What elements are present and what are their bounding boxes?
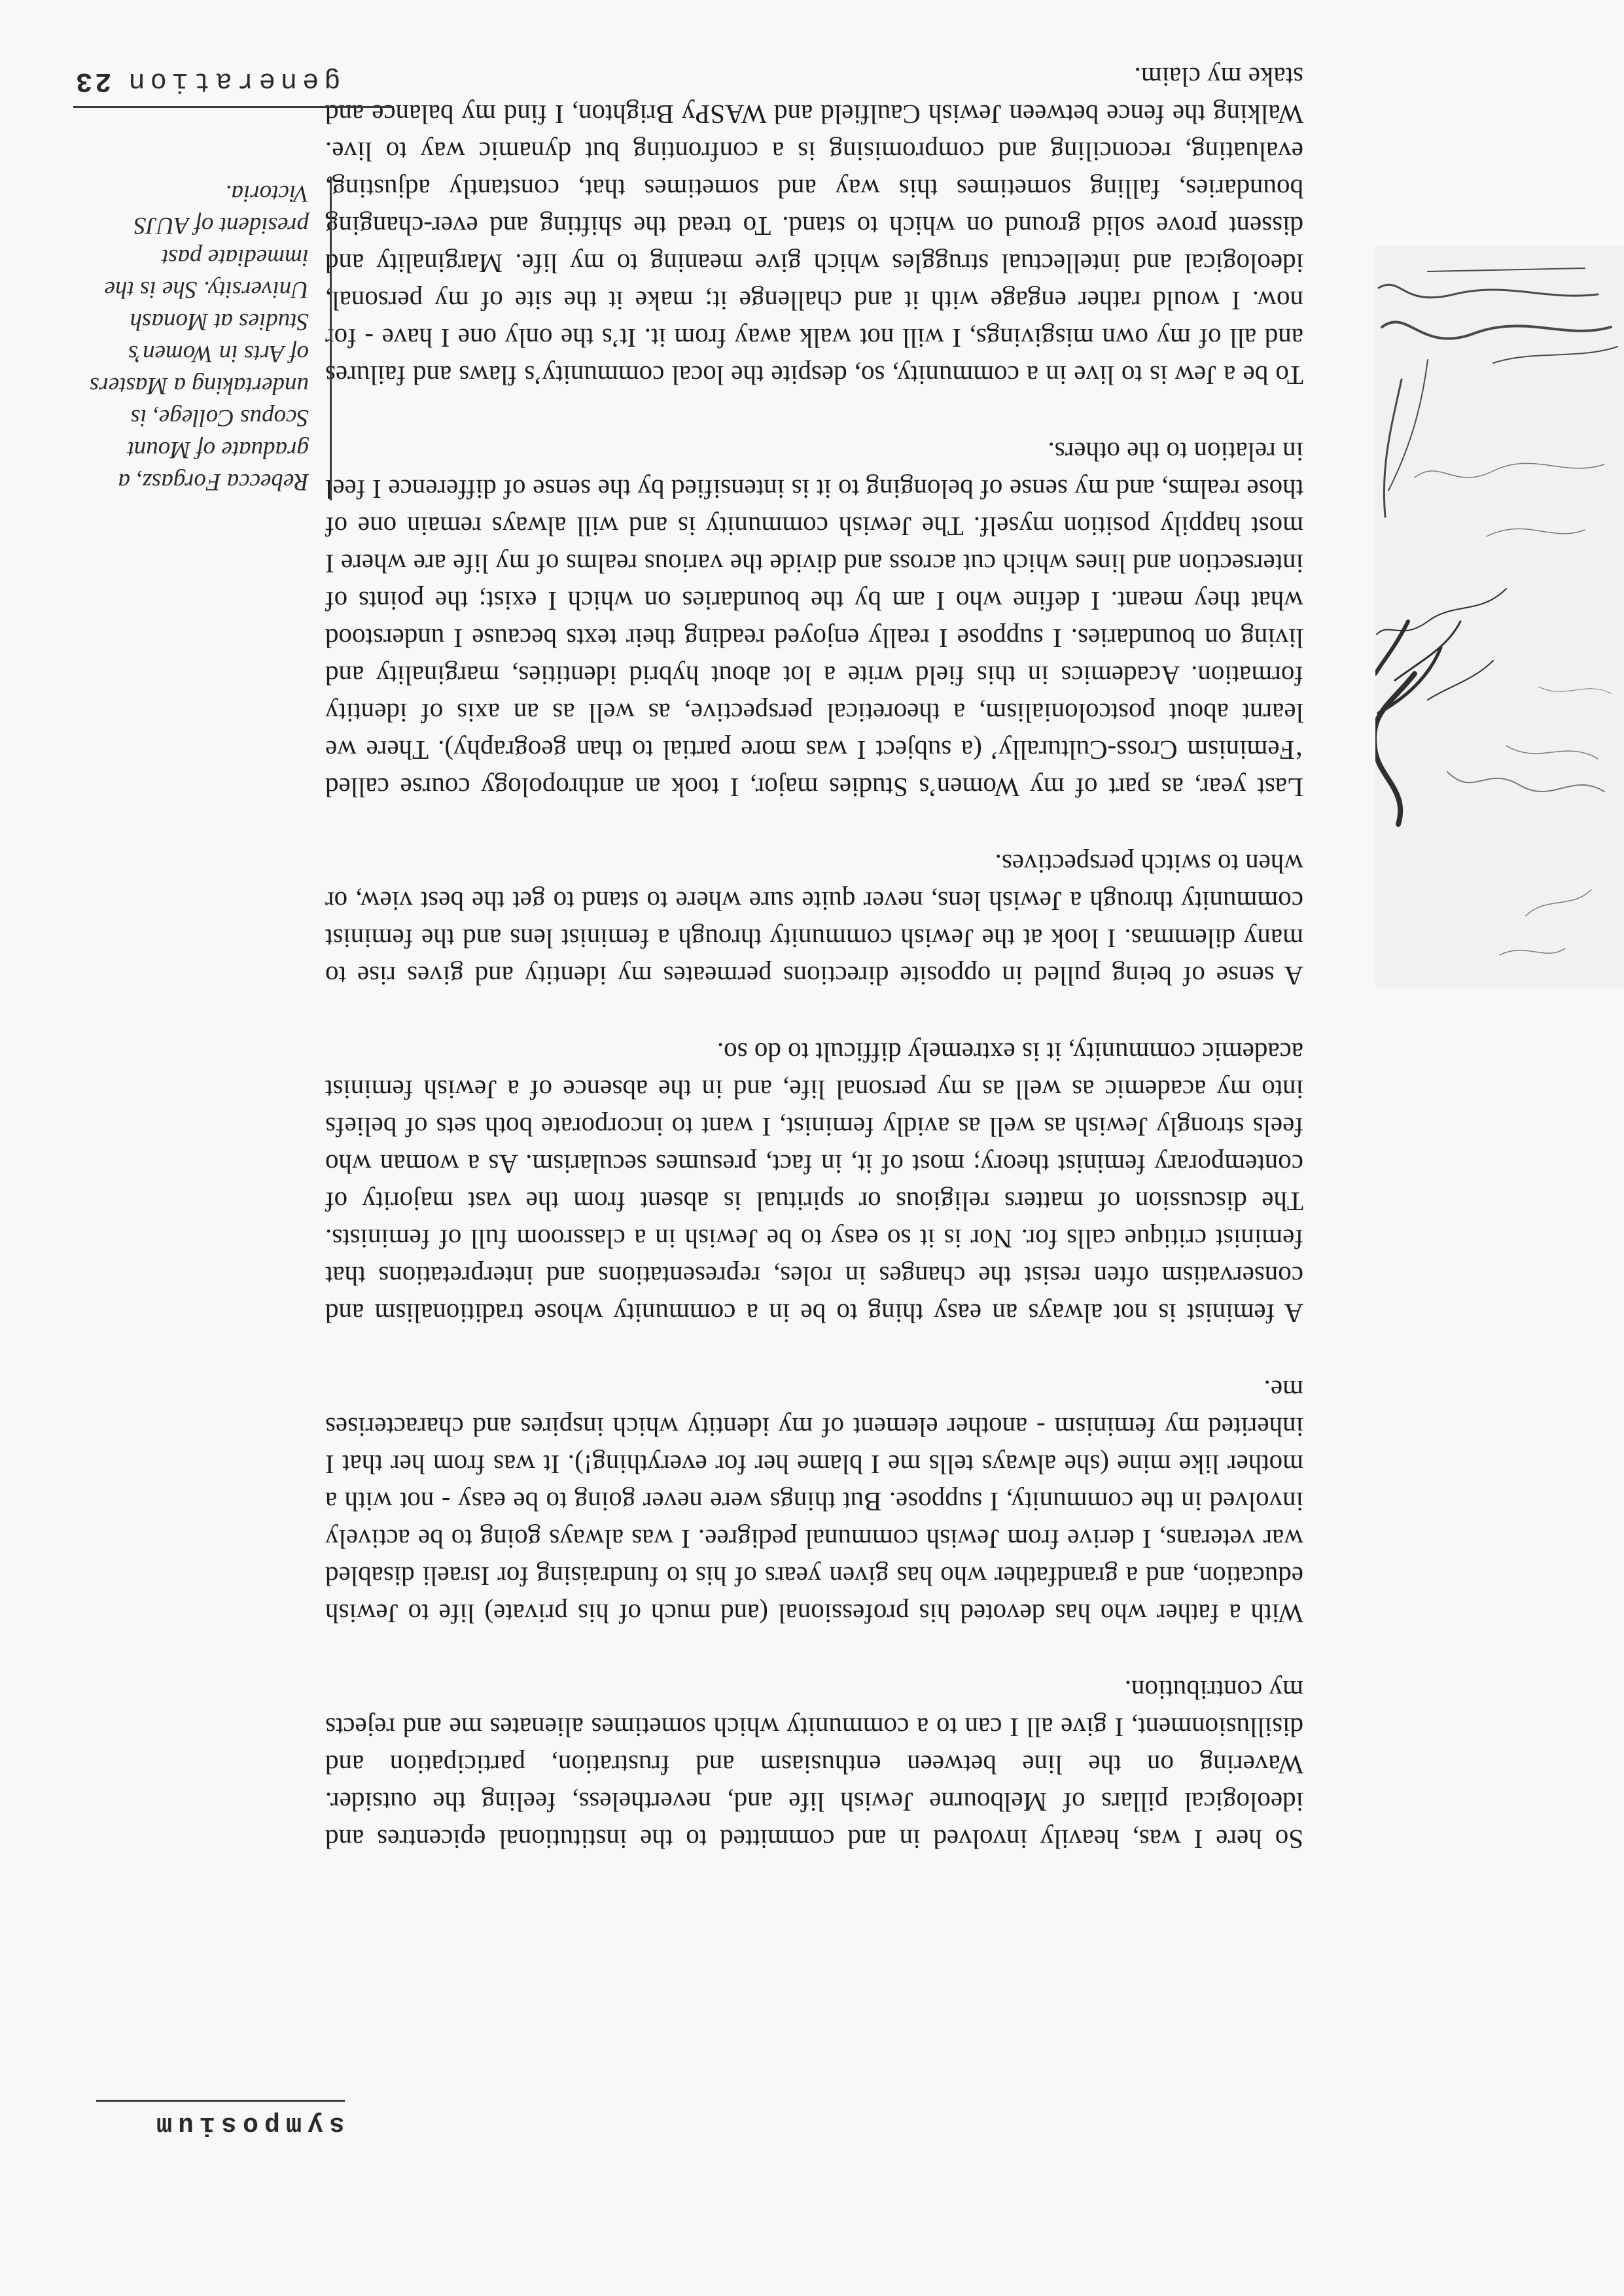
running-header bbox=[96, 2100, 345, 2139]
author-bio bbox=[73, 177, 332, 500]
paragraph: A feminist is not always an easy thing to be in a community whose traditionalism and conservatism often resist the changes in roles, representations and interpretations that feminist critique calls for. Nor is it so easy to be Jewish in a classroom full of feminists. The discussion of matters religious or spiritual is absent from the vast majority of contemporary feminist theory; most of it, in fact, presumes secularism. As a woman who feels strongly Jewish as well as avidly feminist, I want to incorporate both sets of beliefs into my academic as well as my personal life, and in the absence of a Jewish feminist academic community, it is extremely difficult to do so. bbox=[325, 1037, 1303, 1329]
article-body bbox=[325, 19, 1303, 1858]
paragraph: With a father who has devoted his professional (and much of his private) life to Jewish education, and a grandfather who has given years of his to fundraising for Israeli disabled war veterans, I derive from Jewish communal pedigree. I was always going to be actively involved in the community, I suppose. But things were never going to be easy - not with a mother like mine (she always tells me I blame her for everything!). It was from her that I inherited my feminism - another element of my identity which inspires and characterises me. bbox=[325, 1375, 1303, 1629]
sketch-illustration bbox=[1375, 245, 1624, 988]
page-footer bbox=[73, 65, 394, 108]
publication-name: generation bbox=[123, 65, 341, 97]
paragraph: A sense of being pulled in opposite directions permeates my identity and gives rise to many dilemmas. I look at the Jewish community through a feminist lens and the feminist community through a Jewish lens, never quite sure where to stand to get the best view, or when to switch perspectives. bbox=[325, 849, 1303, 991]
paragraph: So here I was, heavily involved in and committed to the institutional epicentres and ideological pillars of Melbourne Jewish life and, nevertheless, feeling the outsider. Wavering on the line between enthusiasm and frustration, participation and disillusionment, I give all I can to a community which sometimes alienates me and rejects my contribution. bbox=[325, 1675, 1303, 1854]
paragraph: To be a Jew is to live in a community, so, despite the local community’s flaws and failures and all of my own misgivings, I will not walk away from it. It’s the only one I have - for now. I would rather engage with it and challenge it; make it the site of my personal, ideological and intellectual struggles which give meaning to my life. Marginality and dissent prove solid ground on which to stand. To tread the shifting and ever-changing boundaries, falling sometimes this way and sometimes that, constantly adjusting, evaluating, reconciling and compromising is a confronting but dynamic way to live. Walking the fence between Jewish Caulfield and WASPy Brighton, I find my balance and stake my claim. bbox=[325, 62, 1303, 391]
page-number: 23 bbox=[73, 65, 112, 97]
author-bio-text: Rebecca Forgasz, a graduate of Mount Scopus College, is undertaking a Masters of Arts in Women’s Studies at Monash University. She is the immediate past president of AUJS Victoria. bbox=[89, 180, 309, 495]
section-title: symposium bbox=[150, 2110, 345, 2139]
paragraph: Last year, as part of my Women’s Studies major, I took an anthropology course called ‘Feminism Cross-Culturally’ (a subject I was more partial to than geography). There we learnt about postcolonialism, a theoretical perspective, as well as an axis of identity formation. Academics in this field write a lot about hybrid identities, marginality and living on boundaries. I suppose I really enjoyed reading their texts because I understood what they meant. I define who I am by the boundaries on which I exist; the points of intersection and lines which cut across and divide the various realms of my life are where I most happily position myself. The Jewish community is and will always remain one of those realms, and my sense of belonging to it is intensified by the sense of difference I feel in relation to the others. bbox=[325, 437, 1303, 803]
